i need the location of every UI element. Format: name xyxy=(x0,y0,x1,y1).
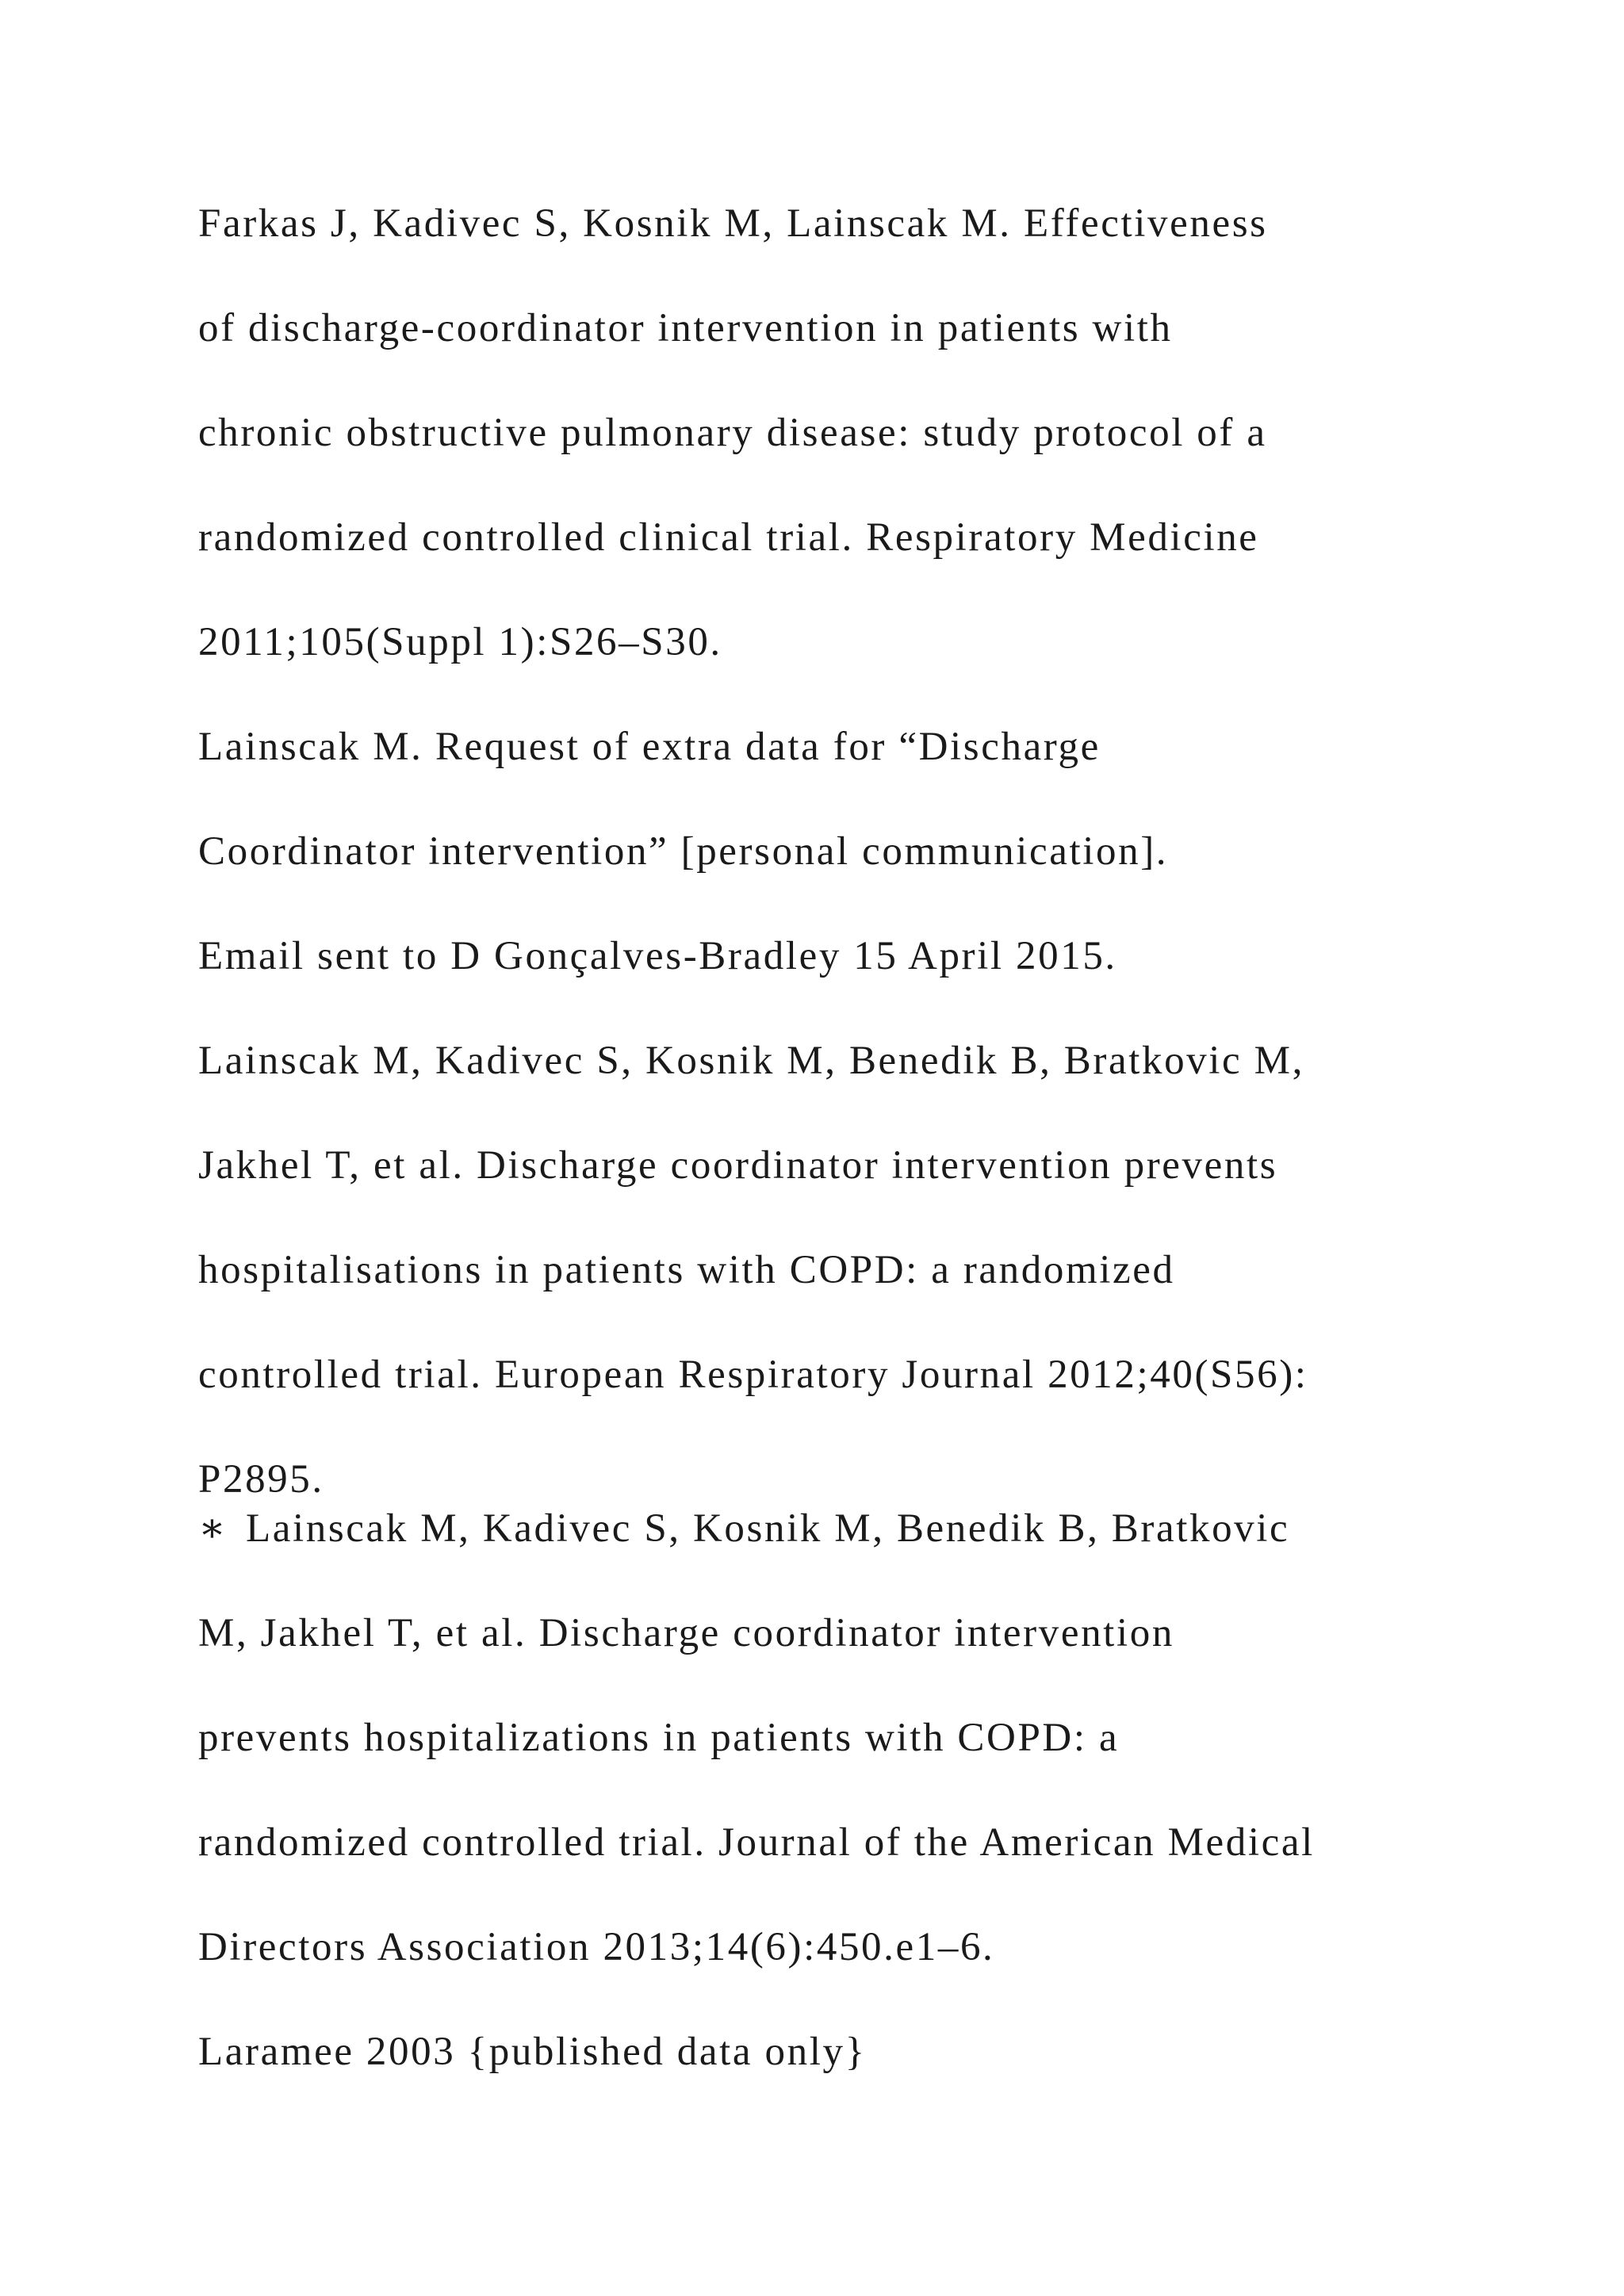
reference-line: Email sent to D Gonçalves-Bradley 15 April 2015. xyxy=(198,934,1117,978)
reference-line: Jakhel T, et al. Discharge coordinator intervention prevents xyxy=(198,1143,1278,1188)
primary-reference-marker: ∗ xyxy=(198,1506,228,1551)
reference-line: M, Jakhel T, et al. Discharge coordinator intervention xyxy=(198,1611,1174,1655)
reference-line-text: Lainscak M, Kadivec S, Kosnik M, Benedik B, Bratkovic xyxy=(246,1506,1290,1551)
reference-line: Directors Association 2013;14(6):450.e1–6. xyxy=(198,1925,995,1969)
reference-line: of discharge-coordinator intervention in patients with xyxy=(198,306,1173,350)
reference-line: controlled trial. European Respiratory Journal 2012;40(S56): xyxy=(198,1353,1308,1397)
reference-line: randomized controlled trial. Journal of the American Medical xyxy=(198,1820,1315,1865)
reference-line: P2895. xyxy=(198,1457,324,1502)
reference-line: Farkas J, Kadivec S, Kosnik M, Lainscak M. Effectiveness xyxy=(198,201,1268,246)
study-heading: Laramee 2003 {published data only} xyxy=(198,2030,867,2074)
reference-line: Lainscak M, Kadivec S, Kosnik M, Benedik B, Bratkovic M, xyxy=(198,1039,1304,1083)
reference-line: randomized controlled clinical trial. Respiratory Medicine xyxy=(198,515,1259,560)
reference-line: Coordinator intervention” [personal communication]. xyxy=(198,829,1169,874)
reference-line: 2011;105(Suppl 1):S26–S30. xyxy=(198,620,722,664)
reference-line: chronic obstructive pulmonary disease: study protocol of a xyxy=(198,411,1267,455)
reference-line: hospitalisations in patients with COPD: a randomized xyxy=(198,1248,1175,1292)
reference-line: Lainscak M. Request of extra data for “Discharge xyxy=(198,725,1101,769)
reference-line: prevents hospitalizations in patients with COPD: a xyxy=(198,1716,1120,1760)
reference-line-first xyxy=(198,1505,1435,1552)
